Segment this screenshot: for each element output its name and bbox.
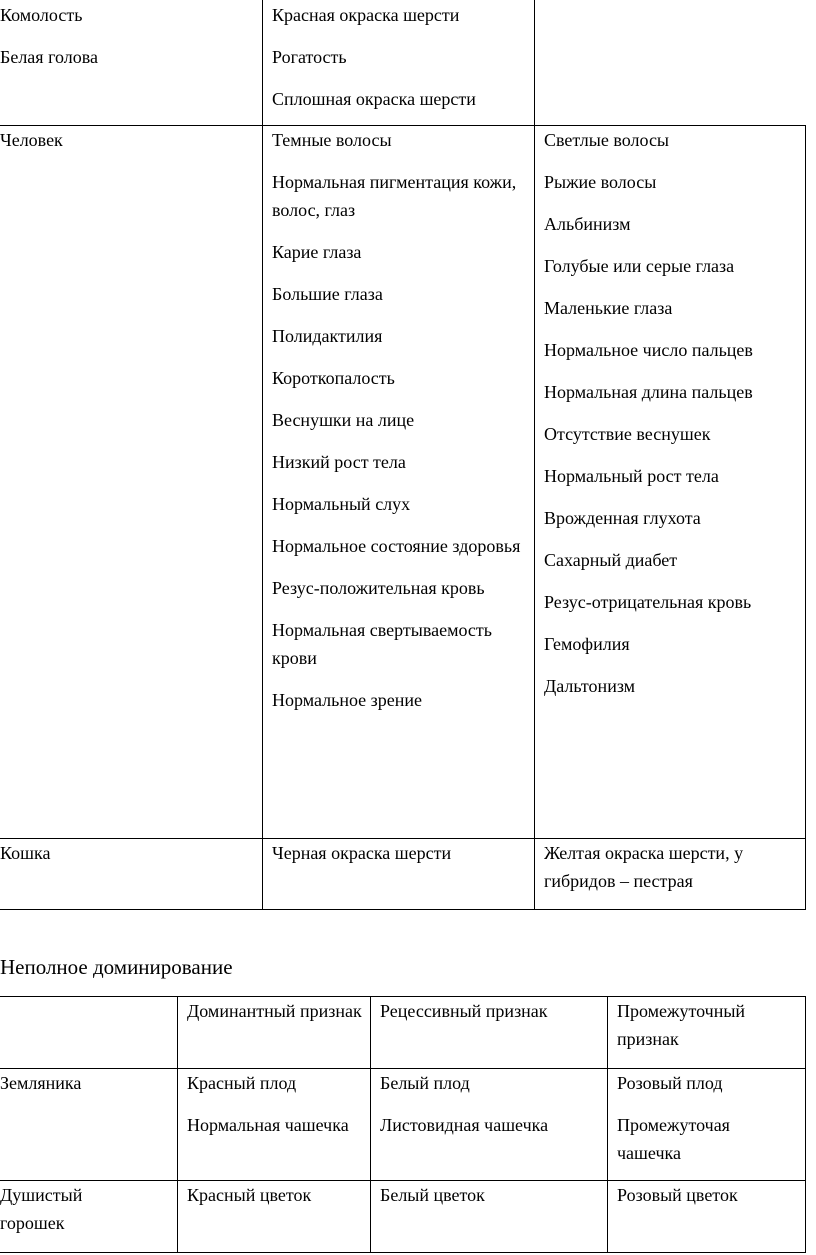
trait-text: Комолость [0, 5, 83, 25]
trait-text: Большие глаза [272, 284, 383, 304]
table2-header-cell [0, 997, 170, 1011]
trait-text: Нормальная пигментация кожи, волос, глаз [272, 172, 517, 220]
table1-dominant-cell [272, 839, 527, 881]
table2-intermediate-cell [617, 1069, 797, 1181]
organism-name: Кошка [0, 843, 51, 863]
column-header: Промежуточный признак [617, 1001, 746, 1049]
table1-recessive-cell [544, 126, 804, 714]
trait-text: Карие глаза [272, 242, 362, 262]
trait-text: Полидактилия [272, 326, 383, 346]
table2-recessive-cell [380, 1181, 600, 1223]
trait-text: Нормальное число пальцев [544, 340, 753, 360]
trait-text: Розовый цветок [617, 1185, 738, 1205]
trait-text: Розовый плод [617, 1073, 723, 1093]
table2-header-cell [380, 997, 600, 1039]
trait-text: Белый цветок [380, 1185, 485, 1205]
trait-text: Врожденная глухота [544, 508, 701, 528]
trait-text: Рыжие волосы [544, 172, 657, 192]
table1-row0-col2-cell [272, 1, 527, 127]
table1-border [262, 0, 263, 910]
table2-border [370, 996, 371, 1253]
organism-name: Земляника [0, 1073, 82, 1093]
table1-border [0, 909, 806, 910]
table2-organism-cell [0, 1181, 150, 1251]
table2-border [0, 1252, 806, 1253]
organism-name: Человек [0, 130, 63, 150]
table2-header-cell [187, 997, 363, 1039]
trait-text: Красная окраска шерсти [272, 5, 460, 25]
trait-text: Гемофилия [544, 634, 630, 654]
table1-border [805, 125, 806, 910]
trait-text: Отсутствие веснушек [544, 424, 711, 444]
table1-border [534, 0, 535, 910]
trait-text: Черная окраска шерсти [272, 843, 452, 863]
table2-border [805, 996, 806, 1253]
table1-recessive-cell [544, 839, 789, 909]
trait-text: Короткопалость [272, 368, 395, 388]
trait-text: Нормальный слух [272, 494, 411, 514]
organism-name: Душистый горошек [0, 1185, 83, 1233]
trait-text: Резус-положительная кровь [272, 578, 485, 598]
trait-text: Нормальный рост тела [544, 466, 719, 486]
trait-text: Красный цветок [187, 1185, 312, 1205]
trait-text: Сплошная окраска шерсти [272, 89, 476, 109]
column-header: Доминантный признак [187, 1001, 362, 1021]
trait-text: Нормальная чашечка [187, 1115, 349, 1135]
table1-row0-col1-cell [0, 1, 255, 85]
trait-text: Рогатость [272, 47, 347, 67]
table2-dominant-cell [187, 1181, 363, 1223]
trait-text: Желтая окраска шерсти, у гибридов – пестрая [544, 843, 744, 891]
trait-text: Низкий рост тела [272, 452, 406, 472]
column-header: Рецессивный признак [380, 1001, 548, 1021]
trait-text: Красный плод [187, 1073, 297, 1093]
trait-text: Нормальное зрение [272, 690, 423, 710]
trait-text: Дальтонизм [544, 676, 636, 696]
table2-intermediate-cell [617, 1181, 797, 1223]
table2-border [607, 996, 608, 1253]
trait-text: Голубые или серые глаза [544, 256, 735, 276]
table1-organism-cell [0, 126, 255, 168]
trait-text: Нормальное состояние здоровья [272, 536, 521, 556]
trait-text: Листовидная чашечка [380, 1115, 549, 1135]
section-heading: Неполное доминирование [0, 955, 233, 979]
trait-text: Сахарный диабет [544, 550, 678, 570]
trait-text: Темные волосы [272, 130, 392, 150]
trait-text: Белая голова [0, 47, 99, 67]
table2-dominant-cell [187, 1069, 363, 1153]
table2-recessive-cell [380, 1069, 600, 1153]
table2-organism-cell [0, 1069, 170, 1111]
table1-dominant-cell [272, 126, 527, 728]
table2-header-cell [617, 997, 797, 1067]
trait-text: Веснушки на лице [272, 410, 415, 430]
table1-organism-cell [0, 839, 255, 881]
trait-text: Маленькие глаза [544, 298, 673, 318]
trait-text: Промежуточая чашечка [617, 1115, 730, 1163]
trait-text: Резус-отрицательная кровь [544, 592, 752, 612]
trait-text: Нормальная свертываемость крови [272, 620, 492, 668]
trait-text: Нормальная длина пальцев [544, 382, 753, 402]
trait-text: Белый плод [380, 1073, 470, 1093]
trait-text: Светлые волосы [544, 130, 670, 150]
trait-text: Альбинизм [544, 214, 631, 234]
table2-border [177, 996, 178, 1253]
